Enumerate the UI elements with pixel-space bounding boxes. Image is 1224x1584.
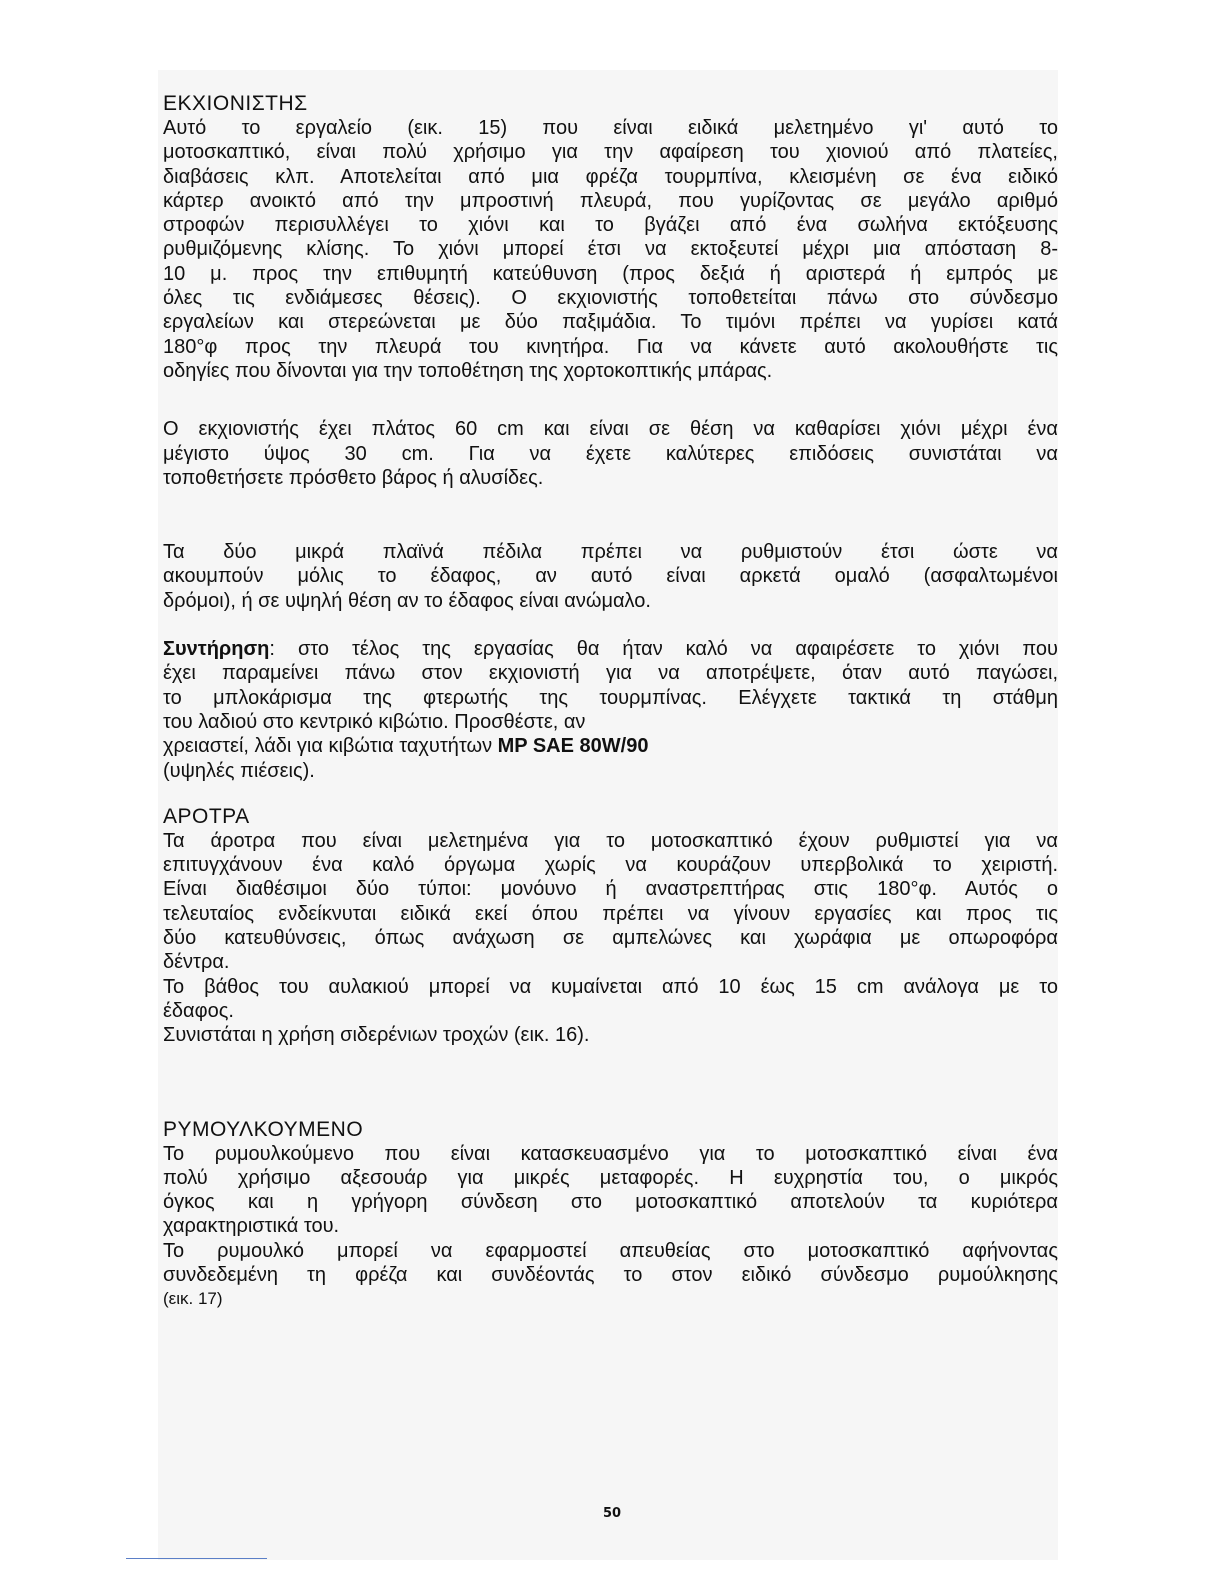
text-line: Το βάθος του αυλακιού μπορεί να κυμαίνεται από 10 έως 15 cm ανάλογα με το — [163, 975, 1058, 998]
text-line: όλες τις ενδιάμεσες θέσεις). Ο εκχιονιστής τοποθετείται πάνω στο σύνδεσμο — [163, 287, 1058, 310]
text-line: δέντρα. — [163, 951, 230, 974]
text-line: μέγιστο ύψος 30 cm. Για να έχετε καλύτερες επιδόσεις συνιστάται να — [163, 442, 1058, 465]
text-line: έδαφος. — [163, 999, 234, 1022]
text-line: (εικ. 17) — [163, 1289, 223, 1309]
text-line: χαρακτηριστικά του. — [163, 1215, 340, 1238]
text-line: Το ρυμουλκό μπορεί να εφαρμοστεί απευθείας στο μοτοσκαπτικό αφήνοντας — [163, 1239, 1058, 1262]
text-line: όγκος και η γρήγορη σύνδεση στο μοτοσκαπτικό αποτελούν τα κυριότερα — [163, 1191, 1058, 1214]
snow-thrower-paragraph-2 — [163, 417, 1058, 490]
text-line: το μπλοκάρισμα της φτερωτής της τουρμπίνας. Ελέγχετε τακτικά τη στάθμη — [163, 686, 1058, 709]
text-line: Το ρυμουλκούμενο που είναι κατασκευασμένο για το μοτοσκαπτικό είναι ένα — [163, 1142, 1058, 1165]
text-line: στροφών περισυλλέγει το χιόνι και το βγάζει από ένα σωλήνα εκτόξευσης — [163, 214, 1058, 237]
text-line: πολύ χρήσιμο αξεσουάρ για μικρές μεταφορές. Η ευχρηστία του, ο μικρός — [163, 1166, 1058, 1189]
snow-thrower-paragraph-1 — [163, 116, 1058, 383]
text-line: τελευταίος ενδείκνυται ειδικά εκεί όπου πρέπει να γίνουν εργασίες και προς τις — [163, 902, 1058, 925]
section-title-snow-thrower: ΕΚΧΙΟΝΙΣΤΗΣ — [163, 92, 308, 115]
footnote-rule — [126, 1558, 267, 1559]
text-line: οδηγίες που δίνονται για την τοποθέτηση της χορτοκοπτικής μπάρας. — [163, 359, 773, 382]
text-line: 180°φ προς την πλευρά του κινητήρα. Για να κάνετε αυτό ακολουθήστε τις — [163, 335, 1058, 358]
text-line: Είναι διαθέσιμοι δύο τύποι: μονόυνο ή αναστρεπτήρας στις 180°φ. Αυτός ο — [163, 878, 1058, 901]
trailer-paragraph — [163, 1142, 1058, 1312]
text-line: ακουμπούν μόλις το έδαφος, αν αυτό είναι αρκετά ομαλό (ασφαλτωμένοι — [163, 565, 1058, 588]
text-line: Τα δύο μικρά πλαϊνά πέδιλα πρέπει να ρυθμιστούν έτσι ώστε να — [163, 541, 1058, 564]
text-line: κάρτερ ανοικτό από την μπροστινή πλευρά, που γυρίζοντας σε μεγάλο αριθμό — [163, 189, 1058, 212]
text-line: διαβάσεις κλπ. Αποτελείται από μια φρέζα τουρμπίνα, κλεισμένη σε ένα ειδικό — [163, 165, 1058, 188]
text-line: τοποθετήσετε πρόσθετο βάρος ή αλυσίδες. — [163, 466, 544, 489]
text-line: (υψηλές πιέσεις). — [163, 759, 315, 782]
section-title-trailer: ΡΥΜΟΥΛΚΟΥΜΕΝΟ — [163, 1117, 364, 1141]
document-body — [163, 92, 1058, 1312]
text-line: μοτοσκαπτικό, είναι πολύ χρήσιμο για την αφαίρεση του χιονιού από πλατείες, — [163, 141, 1058, 164]
oil-text: χρειαστεί, λάδι για κιβώτια ταχυτήτων — [163, 735, 498, 758]
text-line — [163, 734, 1058, 758]
maintenance-text: : στο τέλος της εργασίας θα ήταν καλό να αφαιρέσετε το χιόνι που — [269, 638, 1058, 661]
maintenance-label: Συντήρηση — [163, 638, 270, 661]
text-line: επιτυγχάνουν ένα καλό όργωμα χωρίς να κουράζουν υπερβολικά το χειριστή. — [163, 854, 1058, 877]
ploughs-paragraph — [163, 829, 1058, 1048]
oil-spec: MP SAE 80W/90 — [497, 735, 649, 758]
text-line: εργαλείων και στερεώνεται με δύο παξιμάδια. Το τιμόνι πρέπει να γυρίσει κατά — [163, 311, 1058, 334]
text-line: συνδεδεμένη τη φρέζα και συνδέοντάς το στον ειδικό σύνδεσμο ρυμούλκησης — [163, 1263, 1058, 1286]
text-line: Συνιστάται η χρήση σιδερένιων τροχών (εικ. 16). — [163, 1024, 590, 1047]
text-line: του λαδιού στο κεντρικό κιβώτιο. Προσθέστε, αν — [163, 710, 586, 733]
text-line — [163, 637, 1058, 661]
text-line: δρόμοι), ή σε υψηλή θέση αν το έδαφος είναι ανώμαλο. — [163, 589, 651, 612]
snow-thrower-maintenance — [163, 637, 1058, 783]
text-line: Τα άροτρα που είναι μελετημένα για το μοτοσκαπτικό έχουν ρυθμιστεί για να — [163, 829, 1058, 852]
text-line: Ο εκχιονιστής έχει πλάτος 60 cm και είναι σε θέση να καθαρίσει χιόνι μέχρι ένα — [163, 418, 1058, 441]
text-line: ρυθμιζόμενης κλίσης. Το χιόνι μπορεί έτσι να εκτοξευτεί μέχρι μια απόσταση 8- — [163, 238, 1058, 261]
text-line: έχει παραμείνει πάνω στον εκχιονιστή για να αποτρέψετε, όταν αυτό παγώσει, — [163, 662, 1058, 685]
section-title-ploughs: ΑΡΟΤΡΑ — [163, 804, 250, 828]
snow-thrower-paragraph-3 — [163, 540, 1058, 613]
text-line: δύο κατευθύνσεις, όπως ανάχωση σε αμπελώνες και χωράφια με οπωροφόρα — [163, 927, 1058, 950]
page-number: 50 — [602, 1506, 622, 1521]
text-line: 10 μ. προς την επιθυμητή κατεύθυνση (προς δεξιά ή αριστερά ή εμπρός με — [163, 262, 1058, 285]
text-line: Αυτό το εργαλείο (εικ. 15) που είναι ειδικά μελετημένο γι' αυτό το — [163, 117, 1058, 139]
